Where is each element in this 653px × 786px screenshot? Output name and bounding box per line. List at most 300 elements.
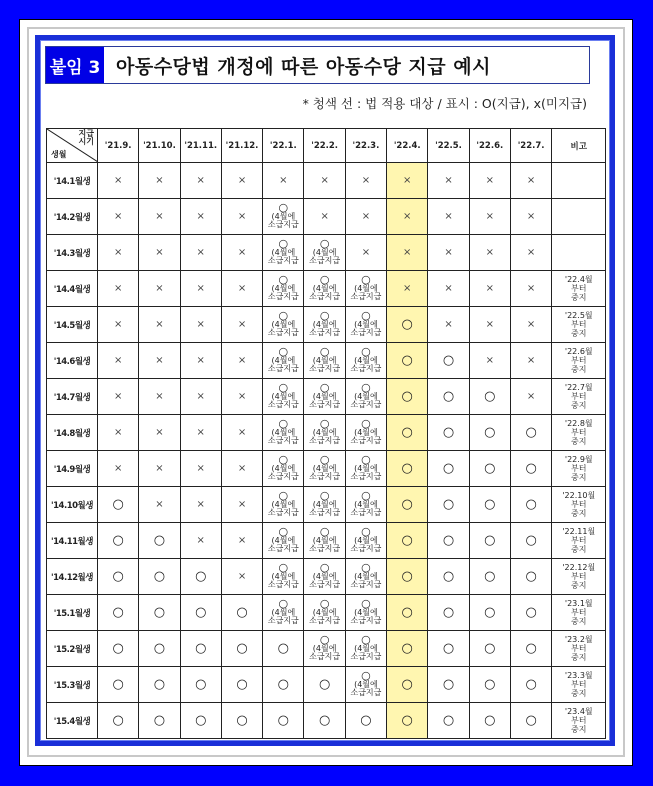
retro-pay-note: ○ (4월에 소급지급 <box>350 668 382 698</box>
column-header: '21.9. <box>98 129 139 163</box>
x-mark: × <box>361 211 371 222</box>
retro-pay-note: ○ (4월에 소급지급 <box>309 308 341 338</box>
o-mark: ○ <box>318 677 331 692</box>
column-header: '22.5. <box>428 129 469 163</box>
o-mark: ○ <box>277 713 289 728</box>
not-paid-cell <box>510 235 551 271</box>
paid-cell <box>510 415 551 451</box>
o-mark: ○ <box>361 488 371 502</box>
not-paid-cell <box>469 235 510 271</box>
header-row <box>47 129 606 163</box>
o-mark: ○ <box>319 344 330 358</box>
table-row <box>47 523 606 559</box>
paid-cell <box>387 307 428 343</box>
o-mark: ○ <box>442 389 455 404</box>
paid-cell <box>428 667 469 703</box>
retro-paid-cell <box>345 523 386 559</box>
column-header: '22.1. <box>263 129 304 163</box>
x-mark: × <box>444 211 453 222</box>
column-header: '22.6. <box>469 129 510 163</box>
retro-paid-cell <box>304 307 345 343</box>
paid-cell <box>469 523 510 559</box>
x-mark: × <box>196 499 205 510</box>
payment-example-table <box>46 128 606 739</box>
o-mark: ○ <box>278 344 289 358</box>
retro-pay-note: ○ (4월에 소급지급 <box>267 200 299 230</box>
not-paid-cell <box>139 487 180 523</box>
o-mark: ○ <box>525 533 537 548</box>
retro-pay-note: ○ (4월에 소급지급 <box>267 452 299 482</box>
retro-paid-cell <box>304 595 345 631</box>
x-mark: × <box>320 175 329 186</box>
column-header: '21.12. <box>221 129 262 163</box>
retro-pay-note: ○ (4월에 소급지급 <box>267 488 299 518</box>
table-row <box>47 343 606 379</box>
o-mark: ○ <box>236 605 248 620</box>
paid-cell <box>428 379 469 415</box>
paid-cell <box>469 487 510 523</box>
not-paid-cell <box>345 163 386 199</box>
not-paid-cell <box>510 307 551 343</box>
x-mark: × <box>155 463 164 474</box>
stop-note: '23.3월 부터 중지 <box>564 670 593 698</box>
paid-cell <box>387 451 428 487</box>
retro-pay-note: ○ (4월에 소급지급 <box>267 272 299 302</box>
o-mark: ○ <box>525 497 537 512</box>
not-paid-cell <box>221 307 262 343</box>
birth-month-label: '14.3월생 <box>47 235 98 271</box>
paid-cell <box>428 595 469 631</box>
x-mark: × <box>113 427 123 438</box>
paid-cell <box>263 667 304 703</box>
table-row <box>47 631 606 667</box>
paid-cell <box>469 559 510 595</box>
paid-cell <box>98 559 139 595</box>
retro-paid-cell <box>263 451 304 487</box>
o-mark: ○ <box>525 425 537 440</box>
x-mark: × <box>155 499 164 510</box>
o-mark: ○ <box>360 713 372 728</box>
o-mark: ○ <box>195 569 207 584</box>
not-paid-cell <box>139 451 180 487</box>
page-title: 아동수당법 개정에 따른 아동수당 지급 예시 <box>116 55 491 78</box>
retro-pay-note: ○ (4월에 소급지급 <box>350 380 382 410</box>
x-mark: × <box>155 427 164 438</box>
retro-paid-cell <box>345 271 386 307</box>
paid-cell <box>139 523 180 559</box>
paid-cell <box>428 523 469 559</box>
paid-cell <box>304 703 345 739</box>
paid-cell <box>469 703 510 739</box>
o-mark: ○ <box>401 497 413 512</box>
o-mark: ○ <box>361 308 371 322</box>
paid-cell <box>510 667 551 703</box>
o-mark: ○ <box>278 596 289 610</box>
birth-month-label: '14.11월생 <box>47 523 98 559</box>
x-mark: × <box>113 283 123 294</box>
o-mark: ○ <box>319 380 330 394</box>
paid-cell <box>469 667 510 703</box>
not-paid-cell <box>428 199 469 235</box>
not-paid-cell <box>345 199 386 235</box>
retro-pay-note: ○ (4월에 소급지급 <box>309 488 341 518</box>
x-mark: × <box>196 355 205 366</box>
retro-pay-note: ○ (4월에 소급지급 <box>350 344 382 374</box>
retro-paid-cell <box>345 559 386 595</box>
retro-paid-cell <box>304 235 345 271</box>
o-mark: ○ <box>195 713 207 728</box>
retro-paid-cell <box>345 595 386 631</box>
o-mark: ○ <box>236 713 248 728</box>
x-mark: × <box>444 319 453 330</box>
not-paid-cell <box>98 307 139 343</box>
o-mark: ○ <box>484 497 496 512</box>
retro-pay-note: ○ (4월에 소급지급 <box>267 308 299 338</box>
o-mark: ○ <box>319 524 330 538</box>
retro-pay-note: ○ (4월에 소급지급 <box>309 344 341 374</box>
not-paid-cell <box>221 199 262 235</box>
x-mark: × <box>485 319 495 330</box>
o-mark: ○ <box>401 605 413 620</box>
note-cell <box>552 307 606 343</box>
not-paid-cell <box>387 199 428 235</box>
retro-paid-cell <box>304 559 345 595</box>
column-header: '22.3. <box>345 129 386 163</box>
not-paid-cell <box>139 235 180 271</box>
retro-pay-note: ○ (4월에 소급지급 <box>309 560 341 590</box>
paid-cell <box>510 703 551 739</box>
o-mark: ○ <box>278 452 289 466</box>
o-mark: ○ <box>278 380 289 394</box>
o-mark: ○ <box>484 605 496 620</box>
not-paid-cell <box>221 343 262 379</box>
column-header: '21.10. <box>139 129 180 163</box>
paid-cell <box>428 343 469 379</box>
x-mark: × <box>320 211 329 222</box>
o-mark: ○ <box>442 713 455 728</box>
o-mark: ○ <box>112 713 124 728</box>
x-mark: × <box>444 175 453 186</box>
x-mark: × <box>113 247 123 258</box>
x-mark: × <box>196 211 205 222</box>
x-mark: × <box>196 391 205 402</box>
retro-pay-note: ○ (4월에 소급지급 <box>309 236 341 266</box>
retro-pay-note: ○ (4월에 소급지급 <box>350 524 382 554</box>
x-mark: × <box>196 463 205 474</box>
paid-cell <box>98 667 139 703</box>
x-mark: × <box>526 247 536 258</box>
x-mark: × <box>155 211 164 222</box>
not-paid-cell <box>139 415 180 451</box>
table-row <box>47 163 606 199</box>
paid-cell <box>510 595 551 631</box>
paid-cell <box>221 703 262 739</box>
paid-cell <box>180 631 221 667</box>
paid-cell <box>98 523 139 559</box>
o-mark: ○ <box>278 560 289 574</box>
not-paid-cell <box>98 199 139 235</box>
retro-paid-cell <box>263 559 304 595</box>
x-mark: × <box>237 355 247 366</box>
paid-cell <box>387 415 428 451</box>
o-mark: ○ <box>361 416 371 430</box>
retro-pay-note: ○ (4월에 소급지급 <box>309 596 341 626</box>
x-mark: × <box>113 211 123 222</box>
x-mark: × <box>485 211 495 222</box>
not-paid-cell <box>345 235 386 271</box>
note-cell <box>552 199 606 235</box>
o-mark: ○ <box>401 461 413 476</box>
note-cell <box>552 271 606 307</box>
o-mark: ○ <box>319 416 330 430</box>
stop-note: '22.7월 부터 중지 <box>564 382 593 410</box>
not-paid-cell <box>180 343 221 379</box>
o-mark: ○ <box>484 569 496 584</box>
retro-pay-note: ○ (4월에 소급지급 <box>350 560 382 590</box>
o-mark: ○ <box>112 605 124 620</box>
corner-bottom-label: 생월 <box>51 150 67 159</box>
o-mark: ○ <box>278 488 289 502</box>
not-paid-cell <box>180 523 221 559</box>
o-mark: ○ <box>318 713 331 728</box>
x-mark: × <box>526 391 536 402</box>
o-mark: ○ <box>442 641 455 656</box>
o-mark: ○ <box>153 605 166 620</box>
paid-cell <box>139 703 180 739</box>
retro-paid-cell <box>345 307 386 343</box>
o-mark: ○ <box>361 668 371 682</box>
stop-note: '23.2월 부터 중지 <box>564 634 593 662</box>
paid-cell <box>428 631 469 667</box>
x-mark: × <box>361 247 371 258</box>
column-header: '21.11. <box>180 129 221 163</box>
retro-paid-cell <box>263 523 304 559</box>
note-cell <box>552 559 606 595</box>
not-paid-cell <box>469 163 510 199</box>
not-paid-cell <box>139 163 180 199</box>
o-mark: ○ <box>153 533 166 548</box>
paid-cell <box>510 487 551 523</box>
o-mark: ○ <box>112 641 124 656</box>
not-paid-cell <box>98 415 139 451</box>
x-mark: × <box>526 319 536 330</box>
not-paid-cell <box>510 343 551 379</box>
not-paid-cell <box>469 199 510 235</box>
o-mark: ○ <box>153 569 166 584</box>
not-paid-cell <box>139 343 180 379</box>
o-mark: ○ <box>278 200 289 214</box>
retro-paid-cell <box>263 271 304 307</box>
x-mark: × <box>403 283 412 294</box>
table-row <box>47 559 606 595</box>
note-cell <box>552 523 606 559</box>
retro-pay-note: ○ (4월에 소급지급 <box>267 380 299 410</box>
note-column-header: 비고 <box>552 129 606 163</box>
retro-pay-note: ○ (4월에 소급지급 <box>267 344 299 374</box>
x-mark: × <box>403 175 412 186</box>
retro-paid-cell <box>263 415 304 451</box>
o-mark: ○ <box>442 461 455 476</box>
stop-note: '22.10월 부터 중지 <box>562 490 596 518</box>
o-mark: ○ <box>525 677 537 692</box>
table-row <box>47 667 606 703</box>
not-paid-cell <box>221 559 262 595</box>
paid-cell <box>428 487 469 523</box>
paid-cell <box>221 595 262 631</box>
x-mark: × <box>526 355 536 366</box>
paid-cell <box>387 523 428 559</box>
paid-cell <box>428 559 469 595</box>
not-paid-cell <box>469 343 510 379</box>
x-mark: × <box>113 175 123 186</box>
o-mark: ○ <box>401 353 413 368</box>
o-mark: ○ <box>319 488 330 502</box>
not-paid-cell <box>428 271 469 307</box>
paid-cell <box>387 631 428 667</box>
not-paid-cell <box>387 163 428 199</box>
o-mark: ○ <box>442 425 455 440</box>
o-mark: ○ <box>401 425 413 440</box>
note-cell <box>552 163 606 199</box>
x-mark: × <box>485 283 495 294</box>
x-mark: × <box>113 391 123 402</box>
paid-cell <box>469 631 510 667</box>
not-paid-cell <box>221 379 262 415</box>
x-mark: × <box>526 283 536 294</box>
not-paid-cell <box>221 451 262 487</box>
retro-paid-cell <box>304 451 345 487</box>
not-paid-cell <box>469 307 510 343</box>
o-mark: ○ <box>278 236 289 250</box>
paid-cell <box>180 667 221 703</box>
x-mark: × <box>155 283 164 294</box>
o-mark: ○ <box>361 596 371 610</box>
paid-cell <box>263 631 304 667</box>
paid-cell <box>345 703 386 739</box>
paid-cell <box>510 523 551 559</box>
birth-month-label: '15.1월생 <box>47 595 98 631</box>
table-row <box>47 199 606 235</box>
not-paid-cell <box>180 163 221 199</box>
birth-month-label: '14.12월생 <box>47 559 98 595</box>
o-mark: ○ <box>278 524 289 538</box>
o-mark: ○ <box>401 677 413 692</box>
x-mark: × <box>113 319 123 330</box>
o-mark: ○ <box>401 641 413 656</box>
retro-pay-note: ○ (4월에 소급지급 <box>350 488 382 518</box>
o-mark: ○ <box>442 677 455 692</box>
x-mark: × <box>196 175 205 186</box>
o-mark: ○ <box>401 389 413 404</box>
birth-month-label: '15.3월생 <box>47 667 98 703</box>
o-mark: ○ <box>319 308 330 322</box>
not-paid-cell <box>139 199 180 235</box>
o-mark: ○ <box>361 560 371 574</box>
retro-paid-cell <box>304 415 345 451</box>
retro-paid-cell <box>304 343 345 379</box>
not-paid-cell <box>98 343 139 379</box>
x-mark: × <box>237 247 247 258</box>
paid-cell <box>469 415 510 451</box>
o-mark: ○ <box>361 380 371 394</box>
not-paid-cell <box>139 271 180 307</box>
column-header: '22.4. <box>387 129 428 163</box>
paid-cell <box>428 415 469 451</box>
o-mark: ○ <box>319 452 330 466</box>
retro-paid-cell <box>345 631 386 667</box>
o-mark: ○ <box>277 677 289 692</box>
paid-cell <box>469 379 510 415</box>
paid-cell <box>139 667 180 703</box>
o-mark: ○ <box>319 236 330 250</box>
o-mark: ○ <box>484 713 496 728</box>
o-mark: ○ <box>319 272 330 286</box>
not-paid-cell <box>98 235 139 271</box>
birth-month-label: '14.1월생 <box>47 163 98 199</box>
not-paid-cell <box>98 379 139 415</box>
not-paid-cell <box>510 379 551 415</box>
o-mark: ○ <box>153 641 166 656</box>
not-paid-cell <box>180 415 221 451</box>
not-paid-cell <box>98 271 139 307</box>
table-row <box>47 487 606 523</box>
o-mark: ○ <box>278 416 289 430</box>
not-paid-cell <box>180 379 221 415</box>
retro-pay-note: ○ (4월에 소급지급 <box>267 524 299 554</box>
not-paid-cell <box>387 271 428 307</box>
not-paid-cell <box>221 271 262 307</box>
retro-pay-note: ○ (4월에 소급지급 <box>350 596 382 626</box>
x-mark: × <box>196 247 205 258</box>
retro-pay-note: ○ (4월에 소급지급 <box>267 596 299 626</box>
retro-pay-note: ○ (4월에 소급지급 <box>309 452 341 482</box>
not-paid-cell <box>510 199 551 235</box>
o-mark: ○ <box>153 713 166 728</box>
o-mark: ○ <box>484 677 496 692</box>
retro-paid-cell <box>345 487 386 523</box>
x-mark: × <box>155 175 164 186</box>
not-paid-cell <box>139 379 180 415</box>
retro-paid-cell <box>345 343 386 379</box>
o-mark: ○ <box>442 353 455 368</box>
birth-month-label: '14.9월생 <box>47 451 98 487</box>
paid-cell <box>387 343 428 379</box>
paid-cell <box>387 379 428 415</box>
note-cell <box>552 595 606 631</box>
not-paid-cell <box>428 163 469 199</box>
o-mark: ○ <box>278 272 289 286</box>
o-mark: ○ <box>236 641 248 656</box>
stop-note: '22.4월 부터 중지 <box>564 274 593 302</box>
table-row <box>47 307 606 343</box>
x-mark: × <box>485 355 495 366</box>
table-row <box>47 271 606 307</box>
note-cell <box>552 487 606 523</box>
retro-paid-cell <box>263 343 304 379</box>
o-mark: ○ <box>401 533 413 548</box>
x-mark: × <box>196 535 205 546</box>
retro-pay-note: ○ (4월에 소급지급 <box>350 452 382 482</box>
x-mark: × <box>155 319 164 330</box>
paid-cell <box>139 559 180 595</box>
x-mark: × <box>155 355 164 366</box>
o-mark: ○ <box>525 605 537 620</box>
retro-paid-cell <box>345 379 386 415</box>
not-paid-cell <box>98 163 139 199</box>
x-mark: × <box>526 175 536 186</box>
column-header: '22.7. <box>510 129 551 163</box>
table-row <box>47 235 606 271</box>
